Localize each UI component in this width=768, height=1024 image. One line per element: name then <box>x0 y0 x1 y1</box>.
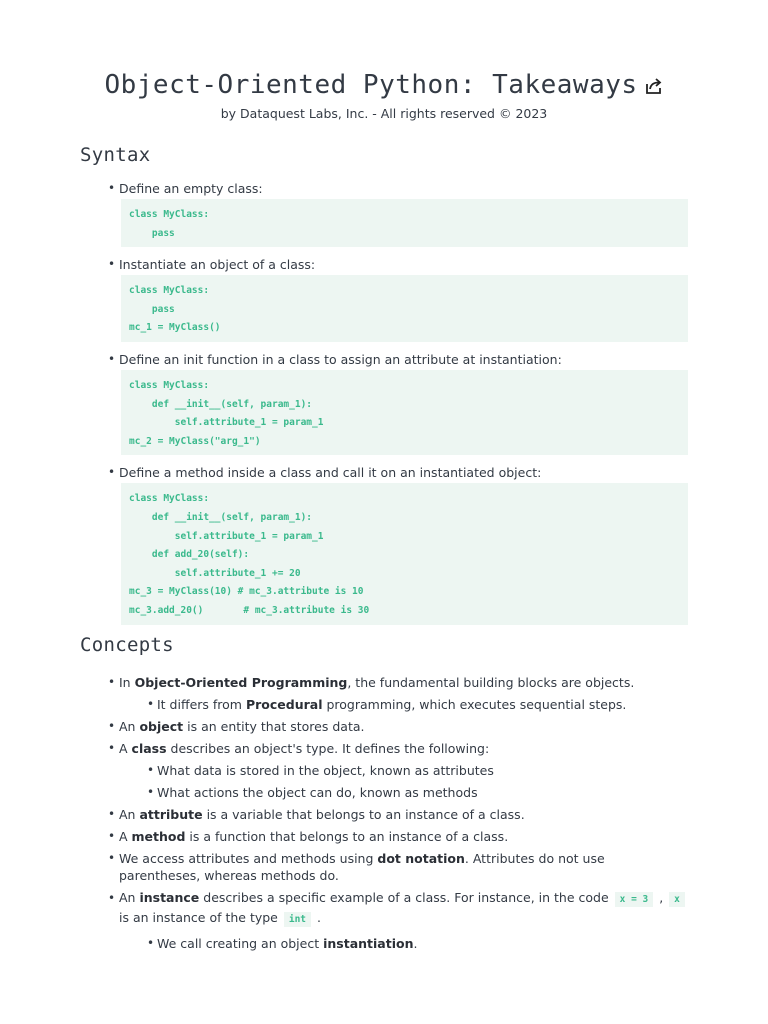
sub-list <box>119 762 688 801</box>
list-item <box>119 784 688 801</box>
concept-term: method <box>131 828 186 844</box>
concept-text: It differs from <box>157 696 246 712</box>
inline-code: x <box>669 892 685 907</box>
inline-code: int <box>284 912 311 927</box>
concept-text: What data is stored in the object, known as attributes <box>157 762 494 778</box>
concept-text: We call creating an object <box>157 935 324 951</box>
list-item <box>80 464 688 624</box>
concept-term: class <box>131 740 167 756</box>
title-row <box>0 70 768 100</box>
concept-text: An <box>119 718 140 734</box>
share-icon[interactable] <box>644 76 664 96</box>
concept-term: dot notation <box>377 850 465 866</box>
syntax-item-text: Instantiate an object of a class: <box>119 257 316 273</box>
syntax-item-text: Define a method inside a class and call it on an instantiated object: <box>119 465 542 481</box>
concept-term: Object-Oriented Programming <box>134 674 348 690</box>
concept-term: instantiation <box>323 935 414 951</box>
concept-text: . Attributes do not use parentheses, whereas methods do. <box>119 850 605 883</box>
concept-text: is an entity that stores data. <box>183 718 365 734</box>
list-item <box>80 850 688 884</box>
sub-list <box>119 935 688 952</box>
concept-text: . <box>313 909 321 925</box>
list-item <box>119 696 688 713</box>
concept-term: Procedural <box>245 696 323 712</box>
list-item <box>119 762 688 779</box>
inline-code: x = 3 <box>615 892 654 907</box>
list-item <box>80 718 688 735</box>
concept-text: A <box>119 828 132 844</box>
concept-text: , the fundamental building blocks are objects. <box>347 674 635 690</box>
syntax-heading: Syntax <box>80 144 151 166</box>
concept-term: object <box>139 718 184 734</box>
concept-text: An <box>119 889 140 905</box>
list-item <box>80 674 688 713</box>
code-block: class MyClass: def __init__(self, param_1): self.attribute_1 = param_1 def add_20(self): self.attribute_1 += 20 mc_3 = MyClass(10) # mc_3.attribute is 10 mc_3.add_20() # mc_3.attribute is 30 <box>121 483 688 624</box>
code-block: class MyClass: pass mc_1 = MyClass() <box>121 275 688 342</box>
concept-text: describes an object's type. It defines the following: <box>166 740 490 756</box>
code-block: class MyClass: pass <box>121 199 688 247</box>
syntax-item-text: Define an empty class: <box>119 181 263 196</box>
copyright-subtitle: by Dataquest Labs, Inc. - All rights reserved © 2023 <box>220 106 548 121</box>
concept-term: instance <box>139 889 200 905</box>
concept-text: What actions the object can do, known as methods <box>157 784 478 800</box>
concept-text: programming, which executes sequential steps. <box>322 696 627 712</box>
syntax-item-text: Define an init function in a class to assign an attribute at instantiation: <box>119 351 562 367</box>
concept-text: A <box>119 740 132 756</box>
list-item <box>80 351 688 455</box>
concept-text: describes a specific example of a class. For instance, in the code <box>199 889 613 905</box>
syntax-list <box>80 180 688 625</box>
concepts-heading: Concepts <box>80 633 174 656</box>
concept-text: is a function that belongs to an instance of a class. <box>185 828 509 844</box>
concept-text: is an instance of the type <box>119 909 282 925</box>
list-item <box>80 828 688 845</box>
concept-text: . <box>413 935 418 951</box>
code-block: class MyClass: def __init__(self, param_1): self.attribute_1 = param_1 mc_2 = MyClass("arg_1") <box>121 370 688 455</box>
list-item <box>119 935 688 952</box>
list-item <box>80 889 688 952</box>
page-title: Object-Oriented Python: Takeaways <box>104 70 638 100</box>
concept-text: We access attributes and methods using <box>119 850 378 866</box>
main-content <box>80 144 688 957</box>
sub-list <box>119 696 688 713</box>
concept-text: An <box>119 806 140 822</box>
concept-term: attribute <box>139 806 203 822</box>
concepts-list <box>80 674 688 952</box>
concept-text: is a variable that belongs to an instance of a class. <box>202 806 525 822</box>
list-item <box>80 256 688 342</box>
list-item <box>80 740 688 801</box>
concept-text: In <box>119 674 135 690</box>
list-item <box>80 180 688 247</box>
list-item <box>80 806 688 823</box>
concept-text: , <box>655 889 668 905</box>
